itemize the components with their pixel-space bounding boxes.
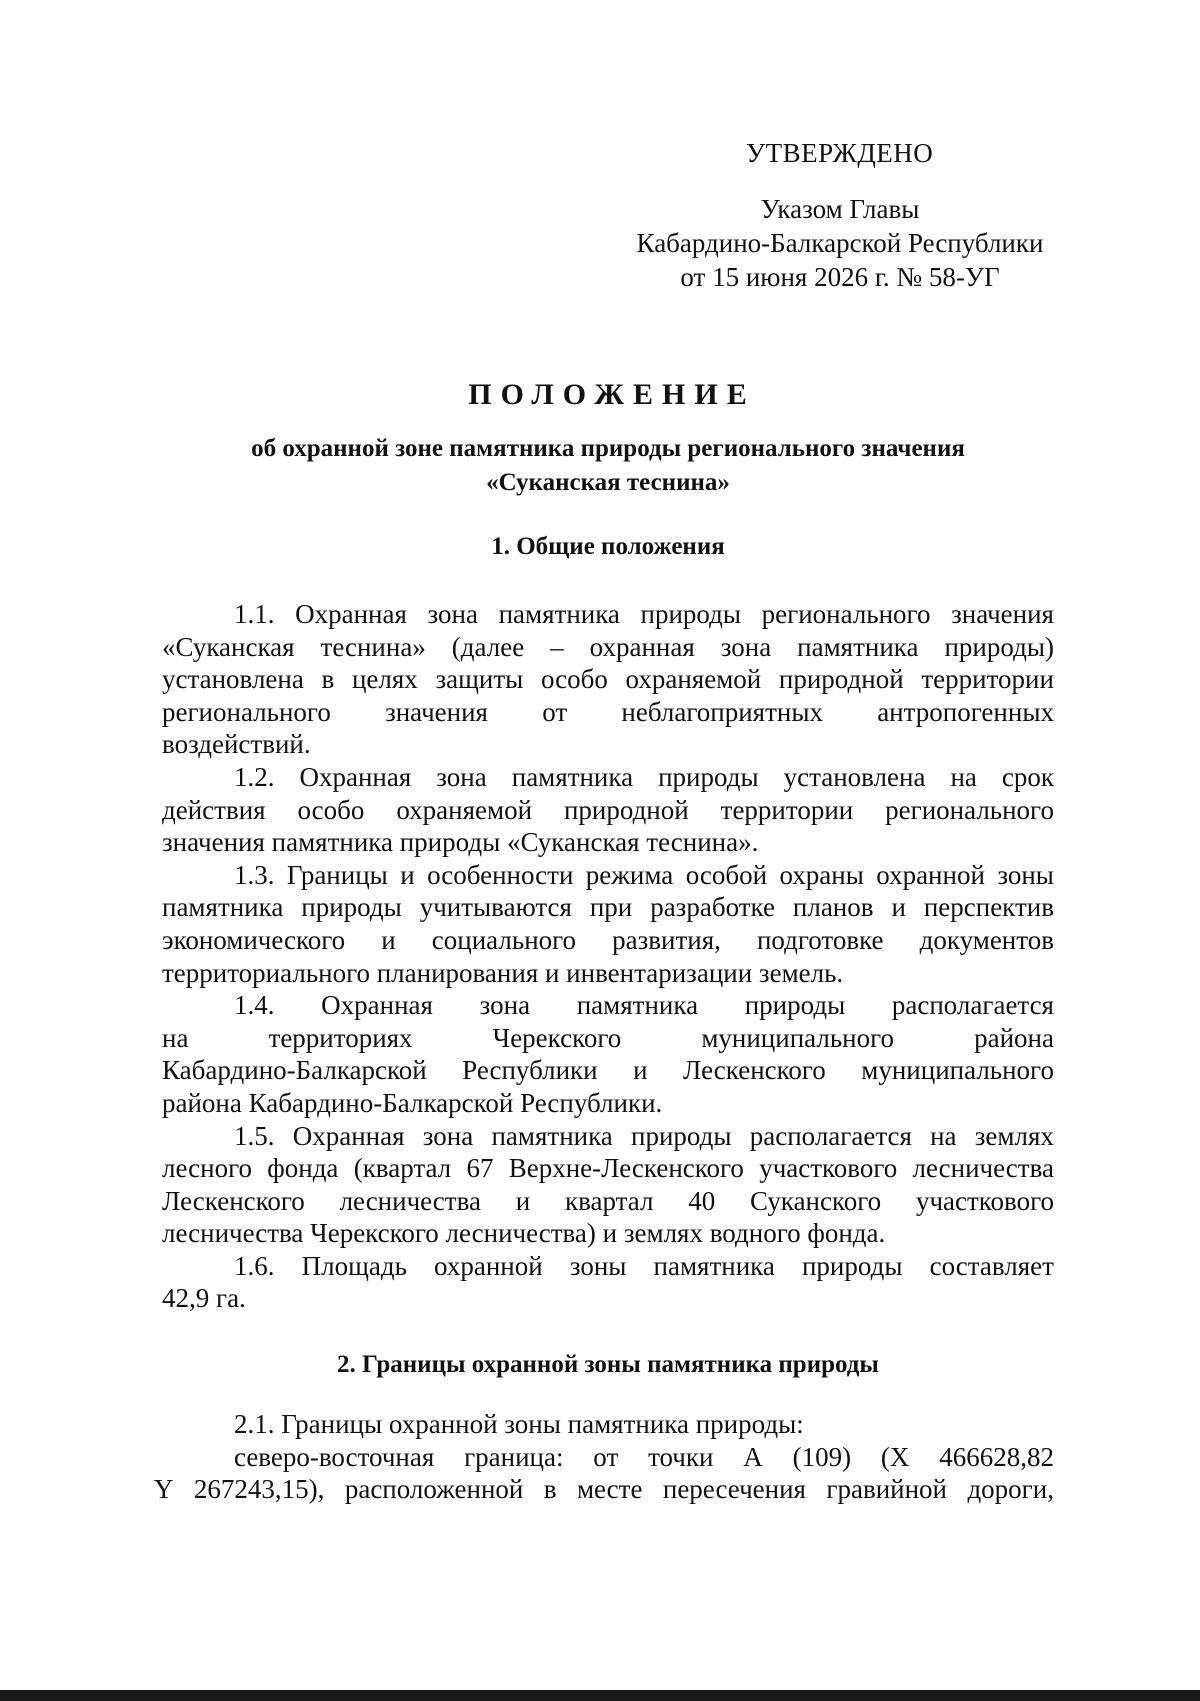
- word: 2.1. Границы охранной зоны памятника природы:: [234, 1409, 804, 1439]
- word: развития,: [612, 924, 721, 955]
- word: муниципального: [861, 1055, 1054, 1086]
- word: Охранная: [299, 761, 412, 792]
- word: территориального планирования и инвентаризации земель.: [162, 957, 844, 988]
- word: и: [633, 1055, 648, 1086]
- word: 42,9 га.: [162, 1283, 246, 1314]
- text-line: [162, 859, 1054, 892]
- word: граница:: [464, 1441, 564, 1472]
- word: перспектив: [923, 892, 1054, 923]
- word: муниципального: [701, 1022, 895, 1053]
- word: охранной: [876, 859, 985, 890]
- word: Y: [154, 1474, 174, 1505]
- word: Кабардино-Балкарской: [162, 1055, 427, 1086]
- word: значения: [385, 696, 488, 727]
- subtitle-line: «Суканская теснина»: [486, 469, 730, 496]
- word: значения: [951, 599, 1054, 629]
- text-line: [162, 794, 1054, 827]
- text-line: [162, 1022, 1054, 1055]
- word: памятника: [653, 1250, 775, 1281]
- word: составляет: [929, 1250, 1054, 1281]
- word: дороги,: [967, 1474, 1054, 1505]
- word: памятника: [576, 990, 699, 1021]
- word: землях: [974, 1120, 1054, 1151]
- document-title: ПОЛОЖЕНИЕ: [468, 378, 756, 411]
- word: срок: [1001, 761, 1054, 792]
- word: природы: [658, 761, 759, 792]
- word: на: [930, 1120, 957, 1151]
- word: Охранная: [321, 990, 433, 1021]
- word: особой: [685, 859, 768, 890]
- word: зона: [720, 631, 772, 662]
- word: природной: [563, 794, 689, 825]
- word: Границы: [286, 859, 388, 890]
- word: памятника: [797, 631, 919, 662]
- word: охранной: [434, 1250, 543, 1281]
- word: регионального: [885, 794, 1054, 825]
- word: –: [550, 631, 564, 662]
- word: месте: [576, 1474, 643, 1505]
- word: А: [743, 1441, 763, 1472]
- text-line: [162, 1120, 1054, 1153]
- word: лесничества: [912, 1153, 1054, 1184]
- text-line: [162, 1087, 1054, 1120]
- text-line: [162, 761, 1054, 794]
- word: регионального: [761, 599, 931, 629]
- word: планов: [792, 892, 874, 923]
- word: лесного: [162, 1153, 252, 1184]
- word: (109): [792, 1441, 852, 1472]
- word: при: [589, 892, 633, 923]
- text-line: [162, 631, 1054, 664]
- decree-line: Указом Главы: [760, 194, 920, 224]
- word: охраняемой: [625, 664, 762, 695]
- word: 267243,15),: [193, 1474, 325, 1505]
- word: пересечения: [662, 1474, 806, 1505]
- word: Суканского: [750, 1185, 882, 1216]
- word: установлена: [783, 761, 926, 792]
- word: участкового: [759, 1153, 898, 1184]
- text-line: [162, 1441, 1054, 1474]
- word: (Х: [880, 1441, 910, 1472]
- word: неблагоприятных: [621, 696, 823, 727]
- word: охраны: [779, 859, 864, 890]
- word: 466628,82: [939, 1441, 1054, 1472]
- word: природы: [744, 990, 846, 1021]
- text-line: [162, 989, 1054, 1022]
- word: действия: [162, 794, 266, 825]
- word: территории: [720, 794, 854, 825]
- word: Лескенского: [683, 1055, 826, 1086]
- word: территориях: [268, 1022, 413, 1053]
- section-2-heading: 2. Границы охранной зоны памятника природы: [337, 1351, 879, 1378]
- section-2-body: [154, 1408, 1054, 1506]
- word: и: [400, 859, 415, 890]
- word: Черекского: [492, 1022, 622, 1053]
- word: Верхне-Лескенского: [508, 1153, 744, 1184]
- word: фонда: [267, 1153, 339, 1184]
- text-line: [162, 924, 1054, 957]
- word: природной: [778, 664, 904, 695]
- word: гравийной: [826, 1474, 948, 1505]
- text-line: [162, 663, 1054, 696]
- word: экономического: [162, 924, 346, 955]
- word: 67: [466, 1153, 494, 1184]
- word: природы: [801, 1250, 903, 1281]
- approved-label: УТВЕРЖДЕНО: [746, 138, 934, 168]
- word: на: [950, 761, 977, 792]
- word: зона: [436, 761, 487, 792]
- word: подготовке: [756, 924, 884, 955]
- word: расположенной: [344, 1474, 524, 1505]
- word: особо: [540, 664, 608, 695]
- word: особо: [297, 794, 365, 825]
- word: документов: [919, 924, 1054, 955]
- word: Республики: [462, 1055, 598, 1086]
- word: 1.5.: [234, 1120, 275, 1151]
- word: охраняемой: [396, 794, 533, 825]
- word: зоны: [569, 1250, 627, 1281]
- word: защиты: [435, 664, 524, 695]
- word: на: [162, 1022, 189, 1053]
- word: 1.2.: [234, 761, 275, 792]
- word: памятника: [491, 1120, 613, 1151]
- word: лесничества Черекского лесничества) и землях водного фонда.: [162, 1218, 886, 1249]
- word: разработке: [650, 892, 775, 923]
- text-line: [162, 1217, 1054, 1250]
- text-line: [162, 1282, 1054, 1315]
- word: природы: [631, 1120, 732, 1151]
- text-line: [162, 1152, 1054, 1185]
- word: природы: [301, 892, 402, 923]
- word: особенности: [427, 859, 574, 890]
- document-subtitle: [190, 432, 1026, 500]
- word: участкового: [915, 1185, 1054, 1216]
- word: северо-восточная: [234, 1441, 435, 1472]
- word: антропогенных: [877, 696, 1054, 727]
- text-line: [162, 1185, 1054, 1218]
- word: Охранная: [295, 599, 407, 629]
- word: 1.6.: [234, 1250, 275, 1281]
- word: квартал: [565, 1185, 654, 1216]
- word: воздействий.: [162, 729, 311, 760]
- word: Охранная: [292, 1120, 405, 1151]
- word: охранная: [589, 631, 695, 662]
- word: лесничества: [339, 1185, 481, 1216]
- word: в: [543, 1474, 557, 1505]
- decree-line: Кабардино-Балкарской Республики: [636, 228, 1044, 258]
- word: регионального: [162, 696, 331, 727]
- text-line: [162, 826, 1054, 859]
- text-line: [154, 1473, 1054, 1506]
- word: природы): [944, 631, 1054, 662]
- word: 1.1.: [234, 599, 275, 629]
- word: (квартал: [353, 1153, 452, 1184]
- word: 40: [688, 1185, 716, 1216]
- word: памятника: [511, 761, 634, 792]
- word: зона: [427, 599, 478, 629]
- word: зоны: [997, 859, 1054, 890]
- text-line: [162, 891, 1054, 924]
- word: Площадь: [301, 1250, 407, 1281]
- word: от: [542, 696, 568, 727]
- word: 1.4.: [234, 990, 275, 1021]
- word: располагается: [749, 1120, 912, 1151]
- word: зона: [422, 1120, 474, 1151]
- word: и: [381, 924, 396, 955]
- word: значения памятника природы «Суканская теснина».: [162, 827, 759, 858]
- word: режима: [585, 859, 674, 890]
- decree-line: от 15 июня 2026 г. № 58-УГ: [680, 262, 1000, 292]
- text-line: [162, 957, 1054, 990]
- word: памятника: [162, 892, 284, 923]
- section-1-heading: 1. Общие положения: [491, 533, 725, 560]
- word: Лескенского: [162, 1185, 305, 1216]
- word: природы: [640, 599, 742, 629]
- word: в: [321, 664, 335, 695]
- word: от: [593, 1441, 619, 1472]
- word: теснина»: [320, 631, 426, 662]
- subtitle-line: об охранной зоне памятника природы регионального значения: [251, 435, 965, 462]
- word: района: [974, 1022, 1054, 1053]
- word: учитываются: [419, 892, 572, 923]
- text-line: [162, 1250, 1054, 1283]
- word: зона: [479, 990, 531, 1021]
- word: 1.3.: [234, 859, 275, 890]
- word: целях: [351, 664, 418, 695]
- scan-bottom-edge: [0, 1690, 1200, 1701]
- word: памятника: [498, 599, 620, 629]
- word: и: [891, 892, 906, 923]
- word: территории: [921, 664, 1054, 695]
- section-1-body: [162, 598, 1054, 1315]
- text-line: [162, 696, 1054, 729]
- text-line: [162, 598, 1054, 631]
- word: социального: [431, 924, 577, 955]
- text-line: [162, 728, 1054, 761]
- word: района Кабардино-Балкарской Республики.: [162, 1087, 663, 1118]
- word: располагается: [891, 990, 1054, 1021]
- word: установлена: [162, 664, 304, 695]
- text-line: [162, 1054, 1054, 1087]
- word: (далее: [451, 631, 525, 662]
- word: и: [515, 1185, 531, 1216]
- text-line: [162, 1408, 1054, 1441]
- word: точки: [648, 1441, 714, 1472]
- decree-reference: [620, 192, 1060, 294]
- word: «Суканская: [162, 631, 295, 662]
